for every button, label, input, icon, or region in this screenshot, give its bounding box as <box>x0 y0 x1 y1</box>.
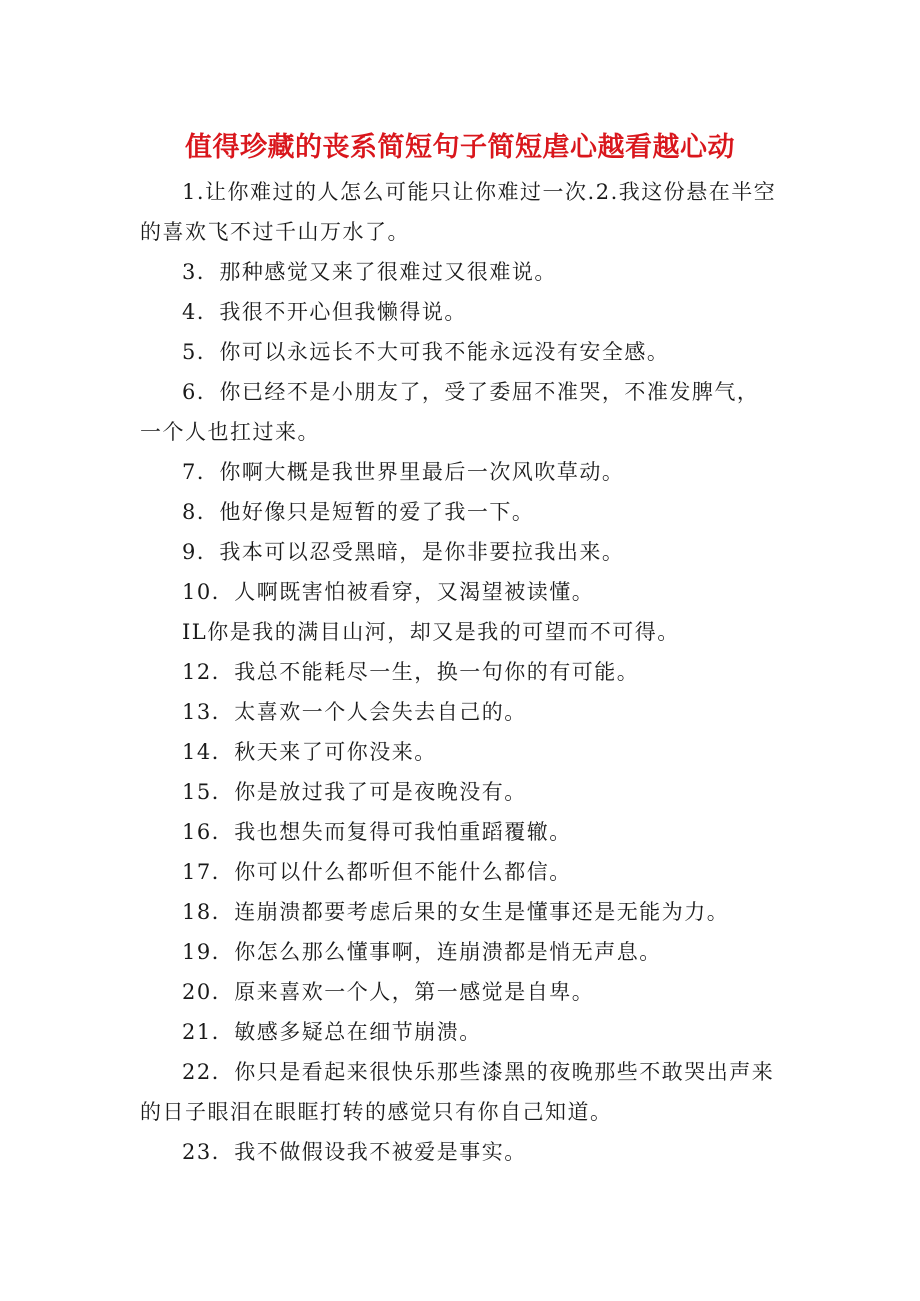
document-title: 值得珍藏的丧系简短句子简短虐心越看越心动 <box>185 132 735 163</box>
paragraph-12: 12．我总不能耗尽一生，换一句你的有可能。 <box>182 660 640 684</box>
paragraph-4: 4．我很不开心但我懒得说。 <box>182 300 467 324</box>
paragraph-22: 22．你只是看起来很快乐那些漆黑的夜晚那些不敢哭出声来的日子眼泪在眼眶打转的感觉只有你自己知道。 <box>140 1060 775 1124</box>
paragraph-19: 19．你怎么那么懂事啊，连崩溃都是悄无声息。 <box>182 940 662 964</box>
paragraph-20: 20．原来喜欢一个人，第一感觉是自卑。 <box>182 980 595 1004</box>
paragraph-10: 10．人啊既害怕被看穿，又渴望被读懂。 <box>182 580 595 604</box>
paragraph-16: 16．我也想失而复得可我怕重蹈覆辙。 <box>182 820 572 844</box>
paragraph-15: 15．你是放过我了可是夜晚没有。 <box>182 780 527 804</box>
paragraph-9: 9．我本可以忍受黑暗，是你非要拉我出来。 <box>182 540 625 564</box>
paragraph-7: 7．你啊大概是我世界里最后一次风吹草动。 <box>182 460 625 484</box>
paragraph-5: 5．你可以永远长不大可我不能永远没有安全感。 <box>182 340 670 364</box>
paragraph-17: 17．你可以什么都听但不能什么都信。 <box>182 860 572 884</box>
paragraph-6: 6．你已经不是小朋友了，受了委屈不准哭，不准发脾气，一个人也扛过来。 <box>140 380 760 444</box>
paragraph-11: IL你是我的满目山河，却又是我的可望而不可得。 <box>182 620 680 644</box>
paragraph-21: 21．敏感多疑总在细节崩溃。 <box>182 1020 482 1044</box>
paragraph-14: 14．秋天来了可你没来。 <box>182 740 437 764</box>
paragraph-8: 8．他好像只是短暂的爱了我一下。 <box>182 500 535 524</box>
paragraph-13: 13．太喜欢一个人会失去自己的。 <box>182 700 527 724</box>
paragraph-18: 18．连崩溃都要考虑后果的女生是懂事还是无能为力。 <box>182 900 730 924</box>
paragraph-1: 1.让你难过的人怎么可能只让你难过一次.2.我这份悬在半空的喜欢飞不过千山万水了。 <box>140 180 777 244</box>
paragraph-23: 23．我不做假设我不被爱是事实。 <box>182 1140 527 1164</box>
paragraph-3: 3．那种感觉又来了很难过又很难说。 <box>182 260 557 284</box>
document-page <box>140 128 780 1172</box>
